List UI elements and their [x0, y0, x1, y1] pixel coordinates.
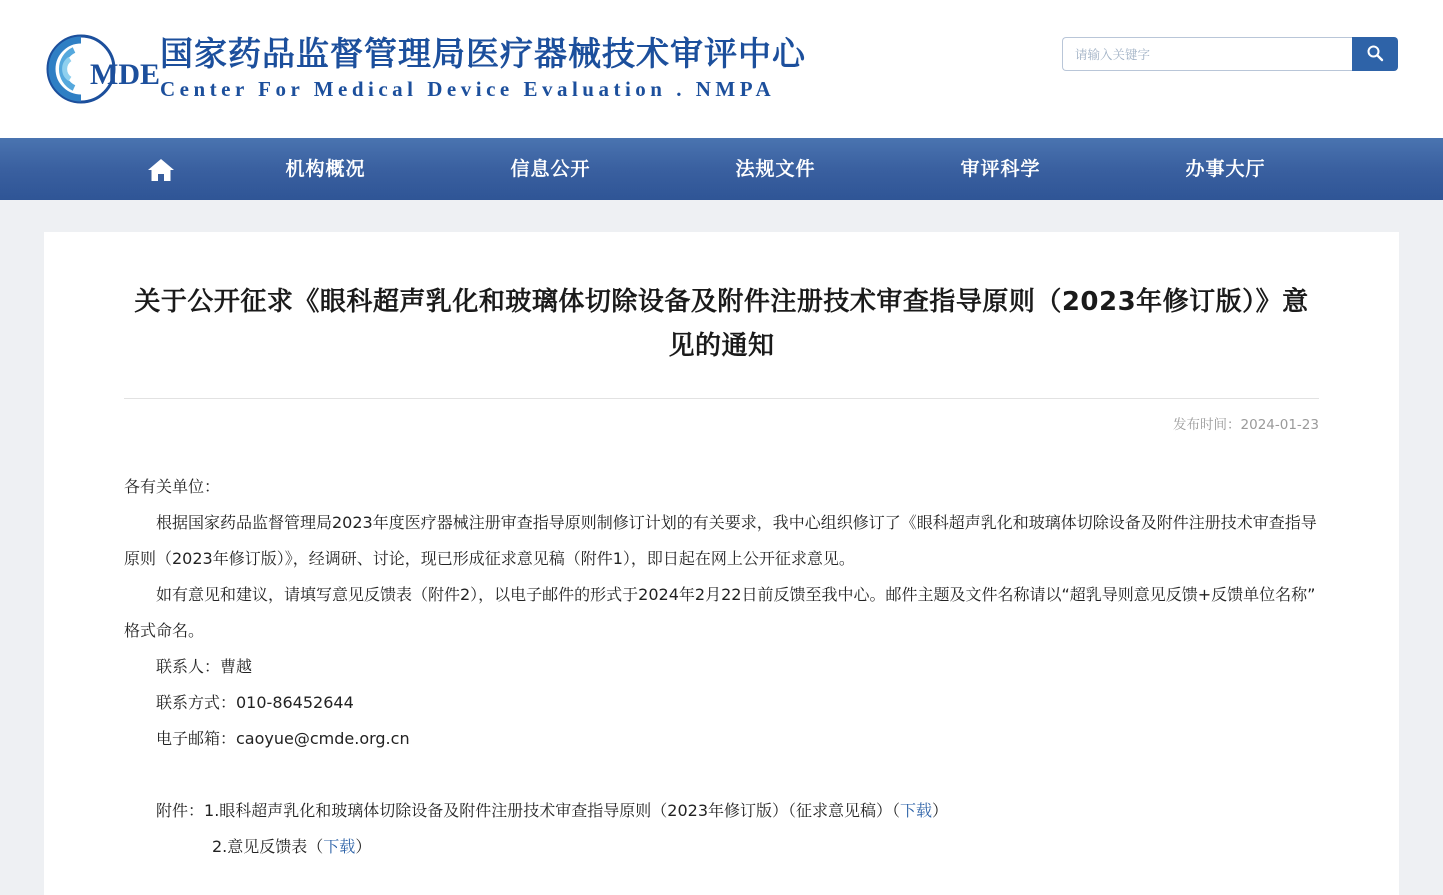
nav-item-science[interactable]: 审评科学 [960, 158, 1041, 180]
title-divider [124, 398, 1319, 399]
page-body [0, 232, 1443, 895]
logo-title-cn: 国家药品监督管理局医疗器械技术审评中心 [160, 34, 806, 73]
main-nav [0, 138, 1443, 200]
attachment-1-text: 1.眼科超声乳化和玻璃体切除设备及附件注册技术审查指导原则（2023年修订版）（征求意见稿） [204, 801, 893, 820]
attachments-label: 附件： [156, 801, 205, 820]
contact-email: 电子邮箱：caoyue@cmde.org.cn [156, 729, 410, 748]
article-paragraph-2: 如有意见和建议，请填写意见反馈表（附件2），以电子邮件的形式于2024年2月22日前反馈至我中心。邮件主题及文件名称请以“超乳导则意见反馈+反馈单位名称”格式命名。 [124, 585, 1316, 640]
attachment-2-paren-close: ） [355, 837, 372, 856]
attachments [124, 793, 1319, 865]
nav-item-regulations[interactable]: 法规文件 [735, 158, 816, 180]
article-body [124, 469, 1319, 865]
article-card [44, 232, 1399, 895]
search-input[interactable] [1062, 37, 1352, 71]
logo-title-en: Center For Medical Device Evaluation . NMPA [160, 77, 776, 101]
article-paragraph-1: 根据国家药品监督管理局2023年度医疗器械注册审查指导原则制修订计划的有关要求，我中心组织修订了《眼科超声乳化和玻璃体切除设备及附件注册技术审查指导原则（2023年修订版）》，经调研、讨论，现已形成征求意见稿（附件1），即日起在网上公开征求意见。 [124, 513, 1317, 568]
site-logo[interactable] [44, 32, 806, 106]
article-paragraph-salutation: 各有关单位： [124, 477, 221, 496]
attachment-2-row [156, 829, 1319, 865]
attachment-2-text: 2.意见反馈表 [212, 837, 308, 856]
page-title: 关于公开征求《眼科超声乳化和玻璃体切除设备及附件注册技术审查指导原则（2023年修订版）》意见的通知 [134, 287, 1309, 361]
search-button[interactable] [1352, 37, 1398, 71]
nav-item-information[interactable]: 信息公开 [510, 158, 591, 180]
home-icon [146, 158, 176, 180]
attachment-item-1 [156, 793, 1319, 829]
contact-person: 联系人：曹越 [156, 657, 253, 676]
search-icon [1366, 44, 1384, 65]
attachment-1-download-link[interactable]: 下载 [900, 801, 933, 820]
nav-item-service-hall[interactable]: 办事大厅 [1185, 158, 1266, 180]
svg-text:MDE: MDE [90, 58, 160, 91]
nav-item-organization[interactable]: 机构概况 [285, 158, 366, 180]
publish-time-value: 2024-01-23 [1240, 417, 1319, 433]
attachment-1-paren-open: （ [892, 801, 901, 820]
contact-phone: 联系方式：010-86452644 [156, 693, 354, 712]
site-header [0, 0, 1443, 138]
attachment-item-2 [156, 829, 1319, 865]
attachment-2-paren-open: （ [307, 837, 324, 856]
publish-time-label: 发布时间： [1173, 417, 1241, 433]
cmde-logo-icon [44, 32, 160, 106]
search-area [1062, 37, 1398, 71]
nav-item-home[interactable] [108, 138, 213, 200]
attachment-1-paren-close: ） [932, 801, 949, 820]
publish-time [124, 413, 1319, 433]
attachment-2-download-link[interactable]: 下载 [323, 837, 356, 856]
